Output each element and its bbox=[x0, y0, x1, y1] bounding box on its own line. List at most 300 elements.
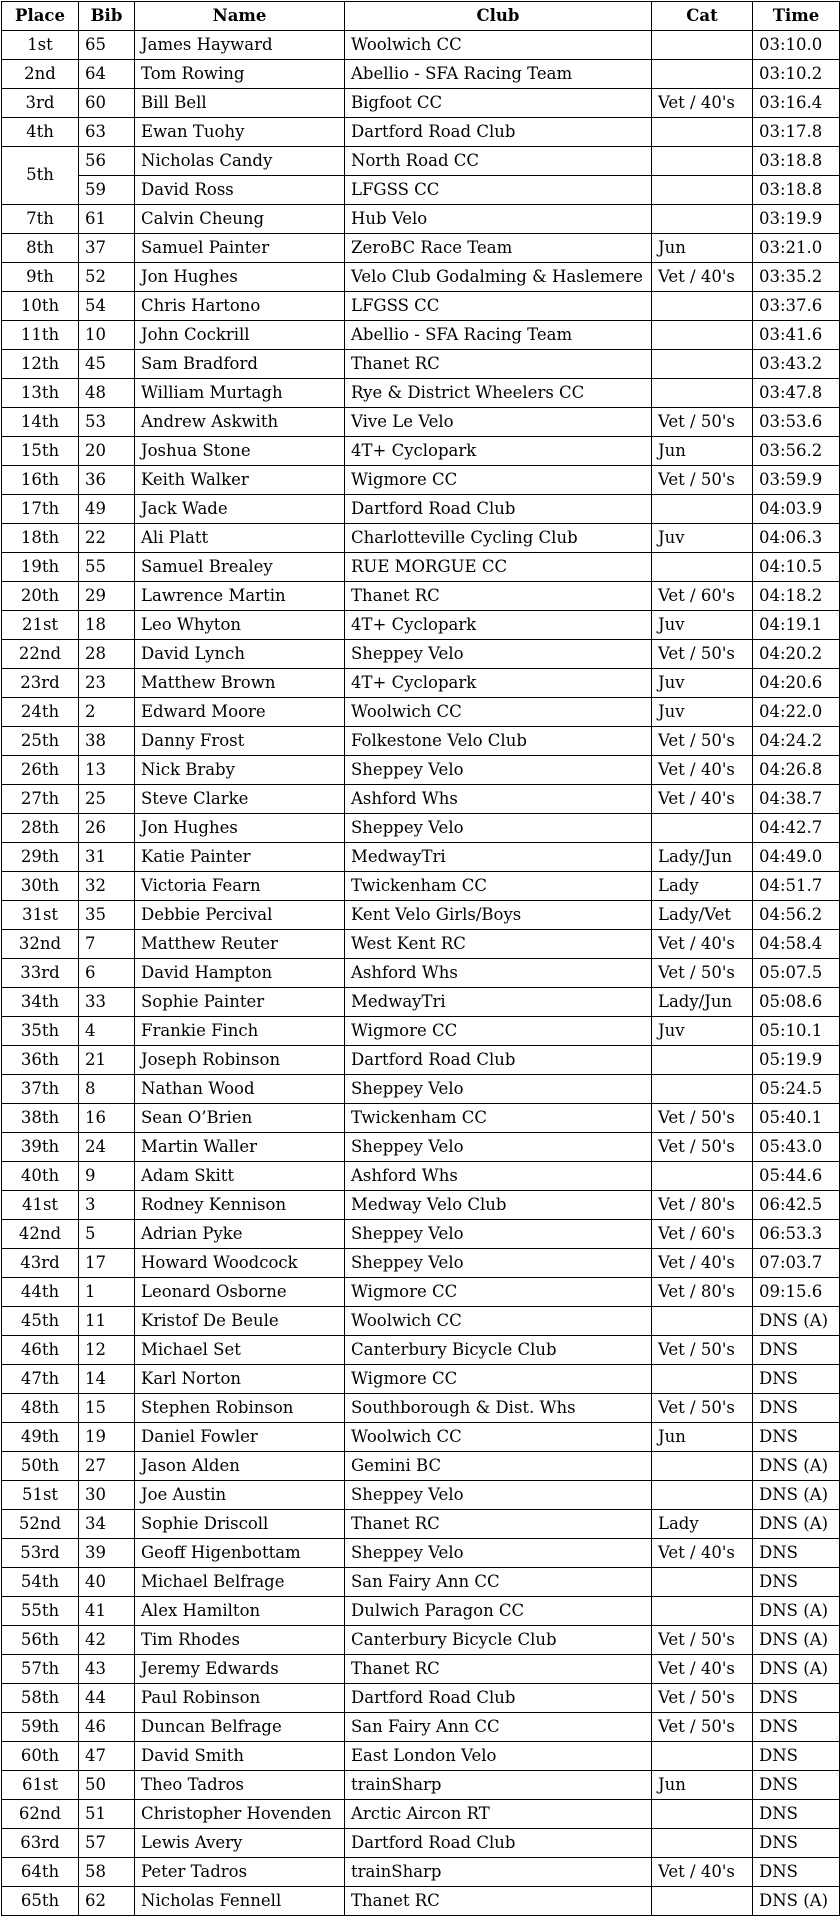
cell-name: Samuel Painter bbox=[135, 234, 345, 263]
cell-time: 04:19.1 bbox=[753, 611, 840, 640]
cell-time: 05:07.5 bbox=[753, 959, 840, 988]
cell-name: Sean O’Brien bbox=[135, 1104, 345, 1133]
table-row bbox=[2, 1655, 840, 1684]
table-row bbox=[2, 1191, 840, 1220]
cell-cat bbox=[652, 205, 753, 234]
table-row bbox=[2, 292, 840, 321]
cell-place: 5th bbox=[2, 147, 79, 205]
table-row bbox=[2, 263, 840, 292]
cell-time: 09:15.6 bbox=[753, 1278, 840, 1307]
cell-place: 20th bbox=[2, 582, 79, 611]
table-row bbox=[2, 901, 840, 930]
cell-club: Sheppey Velo bbox=[345, 1220, 652, 1249]
cell-bib: 33 bbox=[79, 988, 135, 1017]
cell-name: Joseph Robinson bbox=[135, 1046, 345, 1075]
table-row bbox=[2, 1481, 840, 1510]
cell-cat: Juv bbox=[652, 669, 753, 698]
cell-place: 29th bbox=[2, 843, 79, 872]
cell-club: Dartford Road Club bbox=[345, 1684, 652, 1713]
cell-place: 32nd bbox=[2, 930, 79, 959]
cell-bib: 55 bbox=[79, 553, 135, 582]
cell-bib: 19 bbox=[79, 1423, 135, 1452]
cell-place: 15th bbox=[2, 437, 79, 466]
cell-time: DNS bbox=[753, 1742, 840, 1771]
cell-name: Sophie Painter bbox=[135, 988, 345, 1017]
cell-bib: 64 bbox=[79, 60, 135, 89]
cell-place: 28th bbox=[2, 814, 79, 843]
cell-time: 05:40.1 bbox=[753, 1104, 840, 1133]
cell-club: RUE MORGUE CC bbox=[345, 553, 652, 582]
cell-cat bbox=[652, 176, 753, 205]
table-row bbox=[2, 1133, 840, 1162]
cell-name: David Hampton bbox=[135, 959, 345, 988]
cell-club: Velo Club Godalming & Haslemere bbox=[345, 263, 652, 292]
cell-cat bbox=[652, 1800, 753, 1829]
cell-club: Sheppey Velo bbox=[345, 1075, 652, 1104]
cell-place: 40th bbox=[2, 1162, 79, 1191]
cell-name: Jeremy Edwards bbox=[135, 1655, 345, 1684]
cell-place: 24th bbox=[2, 698, 79, 727]
cell-bib: 54 bbox=[79, 292, 135, 321]
table-row bbox=[2, 872, 840, 901]
cell-cat bbox=[652, 1568, 753, 1597]
cell-bib: 7 bbox=[79, 930, 135, 959]
table-row bbox=[2, 1800, 840, 1829]
cell-bib: 48 bbox=[79, 379, 135, 408]
cell-time: 04:20.6 bbox=[753, 669, 840, 698]
cell-time: 06:53.3 bbox=[753, 1220, 840, 1249]
cell-name: Andrew Askwith bbox=[135, 408, 345, 437]
cell-bib: 21 bbox=[79, 1046, 135, 1075]
cell-club: Woolwich CC bbox=[345, 1307, 652, 1336]
cell-club: MedwayTri bbox=[345, 988, 652, 1017]
cell-club: Sheppey Velo bbox=[345, 1133, 652, 1162]
cell-cat: Juv bbox=[652, 698, 753, 727]
cell-time: DNS (A) bbox=[753, 1307, 840, 1336]
cell-time: DNS bbox=[753, 1423, 840, 1452]
cell-place: 9th bbox=[2, 263, 79, 292]
cell-bib: 52 bbox=[79, 263, 135, 292]
table-row bbox=[2, 1220, 840, 1249]
cell-club: Sheppey Velo bbox=[345, 756, 652, 785]
cell-name: Steve Clarke bbox=[135, 785, 345, 814]
cell-bib: 42 bbox=[79, 1626, 135, 1655]
cell-club: North Road CC bbox=[345, 147, 652, 176]
cell-name: Howard Woodcock bbox=[135, 1249, 345, 1278]
cell-time: 03:16.4 bbox=[753, 89, 840, 118]
table-row bbox=[2, 1423, 840, 1452]
cell-name: Calvin Cheung bbox=[135, 205, 345, 234]
cell-time: 05:44.6 bbox=[753, 1162, 840, 1191]
cell-time: DNS bbox=[753, 1713, 840, 1742]
cell-bib: 2 bbox=[79, 698, 135, 727]
table-row bbox=[2, 959, 840, 988]
cell-time: 03:18.8 bbox=[753, 176, 840, 205]
cell-club: Canterbury Bicycle Club bbox=[345, 1336, 652, 1365]
cell-club: Arctic Aircon RT bbox=[345, 1800, 652, 1829]
cell-place: 43rd bbox=[2, 1249, 79, 1278]
cell-club: Gemini BC bbox=[345, 1452, 652, 1481]
cell-club: trainSharp bbox=[345, 1858, 652, 1887]
cell-place: 7th bbox=[2, 205, 79, 234]
cell-cat: Juv bbox=[652, 611, 753, 640]
cell-club: trainSharp bbox=[345, 1771, 652, 1800]
table-row bbox=[2, 1075, 840, 1104]
cell-bib: 20 bbox=[79, 437, 135, 466]
cell-place: 36th bbox=[2, 1046, 79, 1075]
cell-time: 04:18.2 bbox=[753, 582, 840, 611]
cell-place: 45th bbox=[2, 1307, 79, 1336]
cell-cat bbox=[652, 321, 753, 350]
cell-cat: Lady/Jun bbox=[652, 988, 753, 1017]
cell-bib: 23 bbox=[79, 669, 135, 698]
cell-cat: Vet / 40's bbox=[652, 263, 753, 292]
cell-cat: Lady/Jun bbox=[652, 843, 753, 872]
cell-cat: Jun bbox=[652, 437, 753, 466]
cell-name: Victoria Fearn bbox=[135, 872, 345, 901]
cell-time: 04:26.8 bbox=[753, 756, 840, 785]
cell-name: Danny Frost bbox=[135, 727, 345, 756]
cell-time: 04:20.2 bbox=[753, 640, 840, 669]
table-row bbox=[2, 1684, 840, 1713]
table-row bbox=[2, 1539, 840, 1568]
table-row bbox=[2, 698, 840, 727]
cell-time: DNS bbox=[753, 1568, 840, 1597]
cell-cat: Lady/Vet bbox=[652, 901, 753, 930]
cell-bib: 57 bbox=[79, 1829, 135, 1858]
cell-time: 03:56.2 bbox=[753, 437, 840, 466]
cell-club: LFGSS CC bbox=[345, 176, 652, 205]
cell-name: Matthew Reuter bbox=[135, 930, 345, 959]
table-row bbox=[2, 176, 840, 205]
cell-name: Peter Tadros bbox=[135, 1858, 345, 1887]
cell-name: Jon Hughes bbox=[135, 814, 345, 843]
cell-bib: 31 bbox=[79, 843, 135, 872]
table-row bbox=[2, 234, 840, 263]
cell-time: 03:21.0 bbox=[753, 234, 840, 263]
cell-cat bbox=[652, 553, 753, 582]
cell-name: Michael Set bbox=[135, 1336, 345, 1365]
cell-cat: Lady bbox=[652, 872, 753, 901]
cell-time: 07:03.7 bbox=[753, 1249, 840, 1278]
cell-club: Sheppey Velo bbox=[345, 1481, 652, 1510]
cell-bib: 62 bbox=[79, 1887, 135, 1916]
cell-name: Jason Alden bbox=[135, 1452, 345, 1481]
cell-club: Wigmore CC bbox=[345, 1017, 652, 1046]
cell-time: 03:59.9 bbox=[753, 466, 840, 495]
cell-bib: 11 bbox=[79, 1307, 135, 1336]
cell-time: DNS bbox=[753, 1394, 840, 1423]
table-row bbox=[2, 31, 840, 60]
cell-place: 34th bbox=[2, 988, 79, 1017]
cell-bib: 35 bbox=[79, 901, 135, 930]
table-row bbox=[2, 988, 840, 1017]
table-row bbox=[2, 350, 840, 379]
cell-time: 05:43.0 bbox=[753, 1133, 840, 1162]
cell-place: 47th bbox=[2, 1365, 79, 1394]
table-row bbox=[2, 1365, 840, 1394]
table-row bbox=[2, 118, 840, 147]
cell-bib: 10 bbox=[79, 321, 135, 350]
cell-time: 03:53.6 bbox=[753, 408, 840, 437]
cell-place: 54th bbox=[2, 1568, 79, 1597]
table-row bbox=[2, 727, 840, 756]
cell-cat bbox=[652, 1075, 753, 1104]
cell-place: 37th bbox=[2, 1075, 79, 1104]
cell-place: 18th bbox=[2, 524, 79, 553]
cell-time: 05:08.6 bbox=[753, 988, 840, 1017]
cell-place: 11th bbox=[2, 321, 79, 350]
cell-club: Thanet RC bbox=[345, 350, 652, 379]
cell-cat: Vet / 40's bbox=[652, 756, 753, 785]
cell-time: 03:37.6 bbox=[753, 292, 840, 321]
cell-club: Sheppey Velo bbox=[345, 640, 652, 669]
cell-time: 04:24.2 bbox=[753, 727, 840, 756]
cell-name: John Cockrill bbox=[135, 321, 345, 350]
cell-club: Charlotteville Cycling Club bbox=[345, 524, 652, 553]
cell-club: Sheppey Velo bbox=[345, 1249, 652, 1278]
cell-cat bbox=[652, 1742, 753, 1771]
cell-name: Tom Rowing bbox=[135, 60, 345, 89]
cell-name: Katie Painter bbox=[135, 843, 345, 872]
cell-club: Dartford Road Club bbox=[345, 1829, 652, 1858]
cell-bib: 56 bbox=[79, 147, 135, 176]
cell-name: Nick Braby bbox=[135, 756, 345, 785]
cell-name: Nicholas Candy bbox=[135, 147, 345, 176]
cell-time: 03:43.2 bbox=[753, 350, 840, 379]
table-row bbox=[2, 756, 840, 785]
table-row bbox=[2, 379, 840, 408]
cell-place: 16th bbox=[2, 466, 79, 495]
cell-name: Debbie Percival bbox=[135, 901, 345, 930]
cell-place: 12th bbox=[2, 350, 79, 379]
table-row bbox=[2, 843, 840, 872]
cell-time: 04:42.7 bbox=[753, 814, 840, 843]
cell-cat: Vet / 40's bbox=[652, 1539, 753, 1568]
cell-name: Michael Belfrage bbox=[135, 1568, 345, 1597]
cell-time: DNS bbox=[753, 1684, 840, 1713]
cell-name: Jack Wade bbox=[135, 495, 345, 524]
cell-club: Medway Velo Club bbox=[345, 1191, 652, 1220]
cell-time: DNS bbox=[753, 1858, 840, 1887]
cell-club: Southborough & Dist. Whs bbox=[345, 1394, 652, 1423]
cell-cat: Vet / 50's bbox=[652, 640, 753, 669]
cell-club: Thanet RC bbox=[345, 1510, 652, 1539]
header-bib: Bib bbox=[79, 2, 135, 31]
cell-place: 60th bbox=[2, 1742, 79, 1771]
cell-place: 19th bbox=[2, 553, 79, 582]
cell-name: Lewis Avery bbox=[135, 1829, 345, 1858]
cell-club: Wigmore CC bbox=[345, 1278, 652, 1307]
cell-club: Dartford Road Club bbox=[345, 495, 652, 524]
cell-bib: 1 bbox=[79, 1278, 135, 1307]
cell-time: DNS bbox=[753, 1365, 840, 1394]
cell-time: DNS bbox=[753, 1336, 840, 1365]
table-row bbox=[2, 466, 840, 495]
cell-bib: 59 bbox=[79, 176, 135, 205]
cell-club: Vive Le Velo bbox=[345, 408, 652, 437]
cell-bib: 61 bbox=[79, 205, 135, 234]
cell-name: Lawrence Martin bbox=[135, 582, 345, 611]
cell-bib: 43 bbox=[79, 1655, 135, 1684]
cell-club: Wigmore CC bbox=[345, 466, 652, 495]
cell-time: DNS bbox=[753, 1771, 840, 1800]
cell-cat bbox=[652, 495, 753, 524]
cell-name: Edward Moore bbox=[135, 698, 345, 727]
cell-time: DNS bbox=[753, 1829, 840, 1858]
cell-name: Geoff Higenbottam bbox=[135, 1539, 345, 1568]
cell-time: 05:10.1 bbox=[753, 1017, 840, 1046]
cell-cat: Vet / 50's bbox=[652, 959, 753, 988]
cell-club: East London Velo bbox=[345, 1742, 652, 1771]
cell-bib: 44 bbox=[79, 1684, 135, 1713]
cell-club: Woolwich CC bbox=[345, 698, 652, 727]
cell-cat bbox=[652, 147, 753, 176]
table-row bbox=[2, 1249, 840, 1278]
cell-club: Bigfoot CC bbox=[345, 89, 652, 118]
cell-cat: Jun bbox=[652, 234, 753, 263]
cell-place: 3rd bbox=[2, 89, 79, 118]
table-row bbox=[2, 1771, 840, 1800]
cell-name: Paul Robinson bbox=[135, 1684, 345, 1713]
cell-bib: 49 bbox=[79, 495, 135, 524]
cell-place: 13th bbox=[2, 379, 79, 408]
cell-name: Alex Hamilton bbox=[135, 1597, 345, 1626]
cell-time: 04:56.2 bbox=[753, 901, 840, 930]
cell-club: West Kent RC bbox=[345, 930, 652, 959]
header-row bbox=[2, 2, 840, 31]
cell-place: 48th bbox=[2, 1394, 79, 1423]
cell-club: Woolwich CC bbox=[345, 31, 652, 60]
cell-bib: 34 bbox=[79, 1510, 135, 1539]
cell-cat: Vet / 50's bbox=[652, 466, 753, 495]
cell-cat bbox=[652, 60, 753, 89]
cell-place: 49th bbox=[2, 1423, 79, 1452]
cell-name: Kristof De Beule bbox=[135, 1307, 345, 1336]
cell-club: Sheppey Velo bbox=[345, 1539, 652, 1568]
cell-bib: 53 bbox=[79, 408, 135, 437]
cell-cat: Vet / 50's bbox=[652, 1133, 753, 1162]
cell-bib: 27 bbox=[79, 1452, 135, 1481]
cell-club: 4T+ Cyclopark bbox=[345, 669, 652, 698]
cell-bib: 26 bbox=[79, 814, 135, 843]
header-place: Place bbox=[2, 2, 79, 31]
cell-time: 05:24.5 bbox=[753, 1075, 840, 1104]
cell-time: DNS bbox=[753, 1800, 840, 1829]
cell-bib: 24 bbox=[79, 1133, 135, 1162]
cell-place: 57th bbox=[2, 1655, 79, 1684]
cell-place: 26th bbox=[2, 756, 79, 785]
table-row bbox=[2, 1017, 840, 1046]
cell-place: 53rd bbox=[2, 1539, 79, 1568]
cell-place: 21st bbox=[2, 611, 79, 640]
cell-name: Matthew Brown bbox=[135, 669, 345, 698]
cell-place: 33rd bbox=[2, 959, 79, 988]
cell-cat bbox=[652, 31, 753, 60]
cell-time: 03:18.8 bbox=[753, 147, 840, 176]
cell-time: 04:49.0 bbox=[753, 843, 840, 872]
cell-bib: 45 bbox=[79, 350, 135, 379]
cell-time: 03:10.0 bbox=[753, 31, 840, 60]
cell-cat: Vet / 40's bbox=[652, 930, 753, 959]
cell-cat: Vet / 50's bbox=[652, 1626, 753, 1655]
cell-cat: Vet / 50's bbox=[652, 1394, 753, 1423]
cell-cat bbox=[652, 1365, 753, 1394]
cell-name: David Lynch bbox=[135, 640, 345, 669]
cell-name: Samuel Brealey bbox=[135, 553, 345, 582]
cell-cat: Vet / 80's bbox=[652, 1191, 753, 1220]
cell-place: 63rd bbox=[2, 1829, 79, 1858]
cell-place: 25th bbox=[2, 727, 79, 756]
cell-bib: 4 bbox=[79, 1017, 135, 1046]
cell-bib: 14 bbox=[79, 1365, 135, 1394]
cell-cat: Vet / 50's bbox=[652, 727, 753, 756]
cell-club: Ashford Whs bbox=[345, 1162, 652, 1191]
cell-cat bbox=[652, 292, 753, 321]
header-cat: Cat bbox=[652, 2, 753, 31]
cell-cat bbox=[652, 1046, 753, 1075]
cell-place: 64th bbox=[2, 1858, 79, 1887]
cell-cat: Vet / 80's bbox=[652, 1278, 753, 1307]
cell-bib: 29 bbox=[79, 582, 135, 611]
table-row bbox=[2, 1046, 840, 1075]
cell-club: MedwayTri bbox=[345, 843, 652, 872]
cell-bib: 65 bbox=[79, 31, 135, 60]
cell-name: Keith Walker bbox=[135, 466, 345, 495]
cell-cat bbox=[652, 814, 753, 843]
cell-cat bbox=[652, 1481, 753, 1510]
cell-place: 42nd bbox=[2, 1220, 79, 1249]
cell-name: William Murtagh bbox=[135, 379, 345, 408]
cell-club: 4T+ Cyclopark bbox=[345, 611, 652, 640]
cell-club: Wigmore CC bbox=[345, 1365, 652, 1394]
cell-bib: 37 bbox=[79, 234, 135, 263]
cell-time: 03:17.8 bbox=[753, 118, 840, 147]
cell-time: 04:58.4 bbox=[753, 930, 840, 959]
cell-time: DNS (A) bbox=[753, 1510, 840, 1539]
cell-name: David Smith bbox=[135, 1742, 345, 1771]
cell-place: 58th bbox=[2, 1684, 79, 1713]
cell-bib: 22 bbox=[79, 524, 135, 553]
cell-place: 17th bbox=[2, 495, 79, 524]
table-row bbox=[2, 89, 840, 118]
cell-time: DNS bbox=[753, 1539, 840, 1568]
cell-name: Jon Hughes bbox=[135, 263, 345, 292]
cell-place: 27th bbox=[2, 785, 79, 814]
cell-name: Rodney Kennison bbox=[135, 1191, 345, 1220]
cell-bib: 8 bbox=[79, 1075, 135, 1104]
cell-name: Karl Norton bbox=[135, 1365, 345, 1394]
cell-place: 23rd bbox=[2, 669, 79, 698]
cell-name: Tim Rhodes bbox=[135, 1626, 345, 1655]
cell-name: Daniel Fowler bbox=[135, 1423, 345, 1452]
cell-time: 04:22.0 bbox=[753, 698, 840, 727]
cell-cat bbox=[652, 1307, 753, 1336]
cell-place: 8th bbox=[2, 234, 79, 263]
cell-club: Ashford Whs bbox=[345, 785, 652, 814]
cell-bib: 40 bbox=[79, 1568, 135, 1597]
table-row bbox=[2, 1307, 840, 1336]
cell-time: 03:47.8 bbox=[753, 379, 840, 408]
cell-club: Dartford Road Club bbox=[345, 1046, 652, 1075]
cell-bib: 30 bbox=[79, 1481, 135, 1510]
cell-name: Nicholas Fennell bbox=[135, 1887, 345, 1916]
cell-club: LFGSS CC bbox=[345, 292, 652, 321]
cell-bib: 5 bbox=[79, 1220, 135, 1249]
cell-cat bbox=[652, 1887, 753, 1916]
cell-place: 1st bbox=[2, 31, 79, 60]
cell-bib: 13 bbox=[79, 756, 135, 785]
